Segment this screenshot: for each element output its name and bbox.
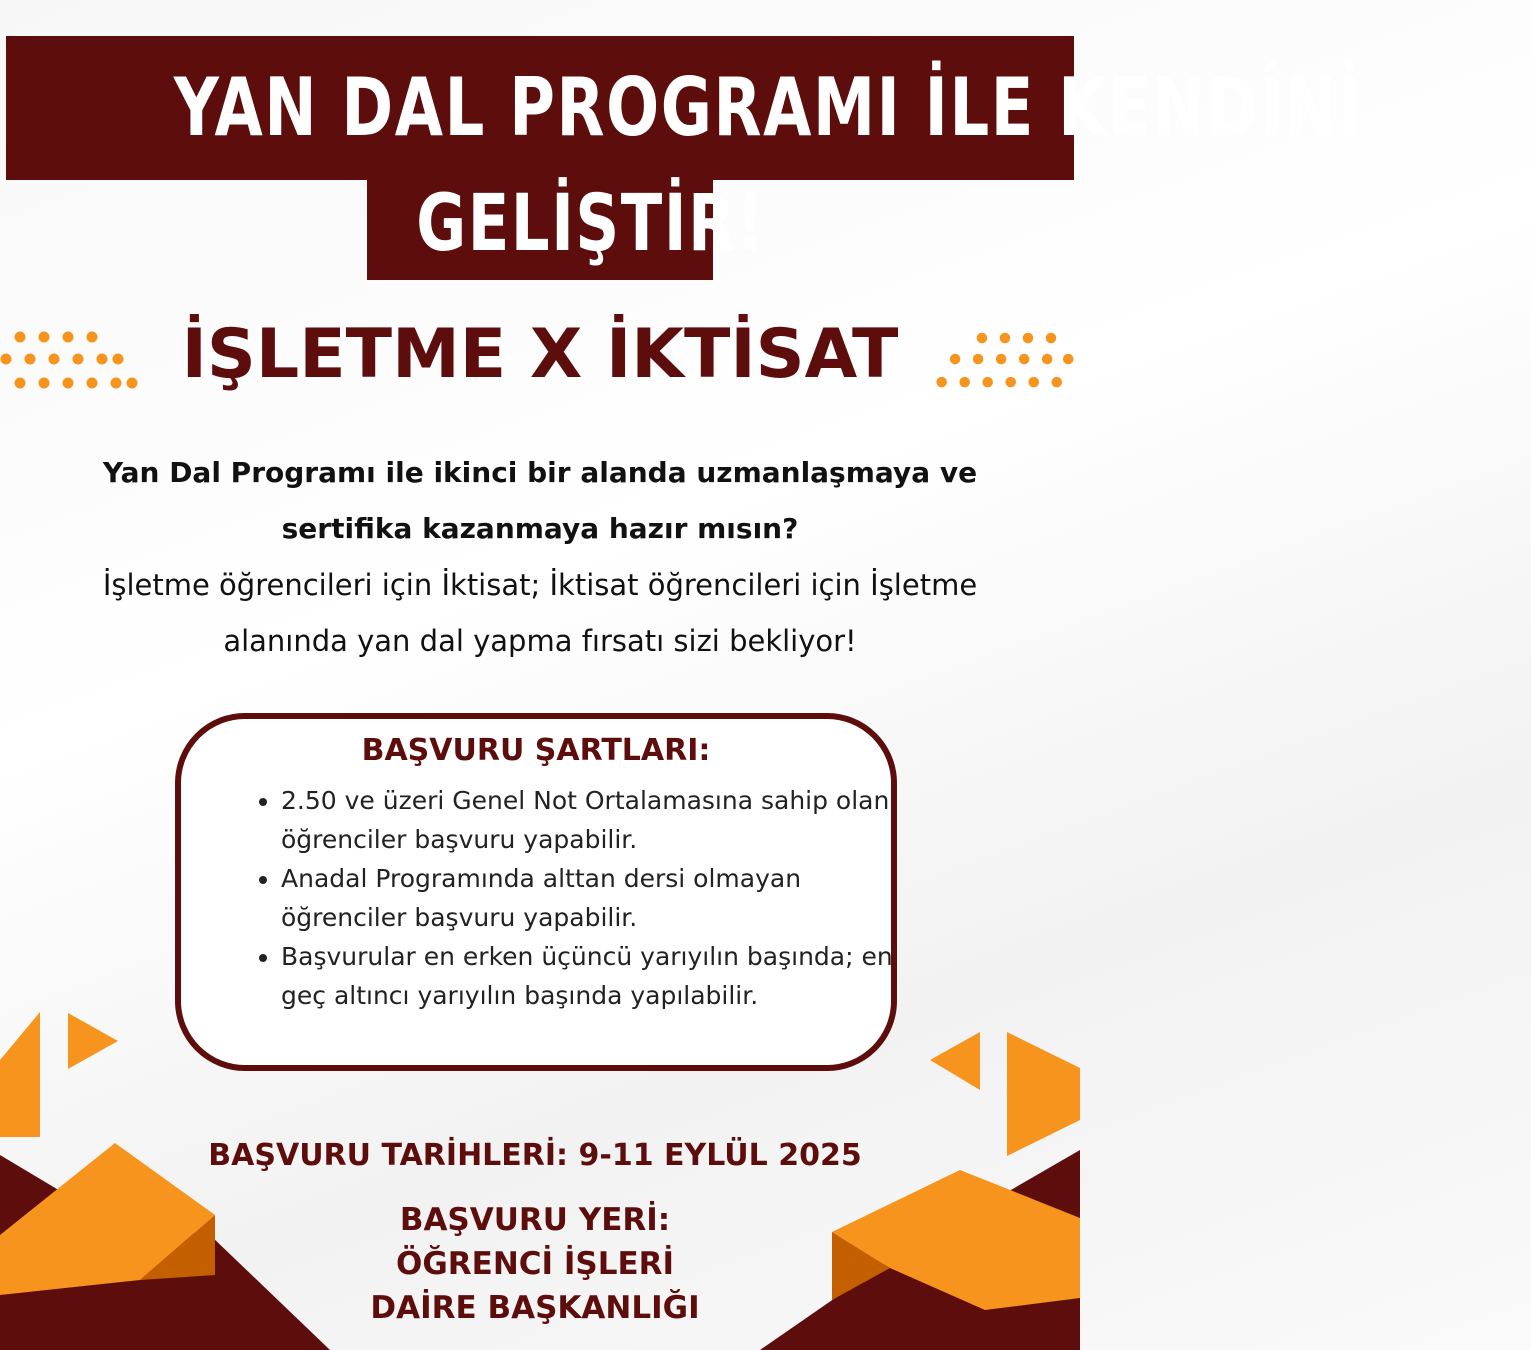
subtitle: İŞLETME X İKTİSAT — [181, 315, 899, 394]
intro-description — [10, 557, 1070, 669]
title-line-2-text: GELİŞTİR! — [416, 179, 766, 269]
place-line-1: BAŞVURU YERİ: — [399, 1202, 671, 1238]
application-dates: BAŞVURU TARİHLERİ: 9-11 EYLÜL 2025 — [208, 1138, 862, 1173]
title-line-1 — [6, 36, 1363, 180]
left-dots-decoration — [0, 326, 140, 396]
right-triangle-large — [1007, 1032, 1080, 1156]
intro-text-line-2: alanında yan dal yapma fırsatı sizi bekliyor! — [223, 624, 857, 658]
right-dots-decoration — [934, 326, 1074, 396]
right-triangle-arrow — [930, 1032, 980, 1090]
requirement-item: • 2.50 ve üzeri Genel Not Ortalamasına sahip olan öğrenciler başvuru yapabilir. — [281, 781, 901, 859]
place-line-2: ÖĞRENCİ İŞLERİ — [395, 1246, 675, 1282]
left-triangle-small — [0, 1012, 40, 1137]
requirement-item: • Anadal Programında alttan dersi olmayan öğrenciler başvuru yapabilir. — [281, 859, 901, 937]
application-place — [250, 1198, 820, 1330]
left-triangle-arrow — [68, 1013, 118, 1069]
requirements-title: BAŞVURU ŞARTLARI: — [361, 733, 711, 768]
requirement-item: • Başvurular en erken üçüncü yarıyılın başında; en geç altıncı yarıyılın başında yapılabilir. — [281, 937, 901, 1015]
requirements-list — [251, 781, 901, 1015]
intro-bold-line-1: Yan Dal Programı ile ikinci bir alanda uzmanlaşmaya ve — [102, 456, 978, 489]
intro-question — [20, 445, 1060, 557]
requirements-box — [175, 713, 897, 1071]
intro-text-line-1: İşletme öğrencileri için İktisat; İktisat öğrencileri için İşletme — [102, 568, 978, 602]
place-line-3: DAİRE BAŞKANLIĞI — [370, 1290, 700, 1326]
title-line-1-text: YAN DAL PROGRAMI İLE KENDİNİ — [173, 61, 1363, 154]
intro-bold-line-2: sertifika kazanmaya hazır mısın? — [281, 512, 799, 545]
title-line-2 — [367, 168, 766, 280]
